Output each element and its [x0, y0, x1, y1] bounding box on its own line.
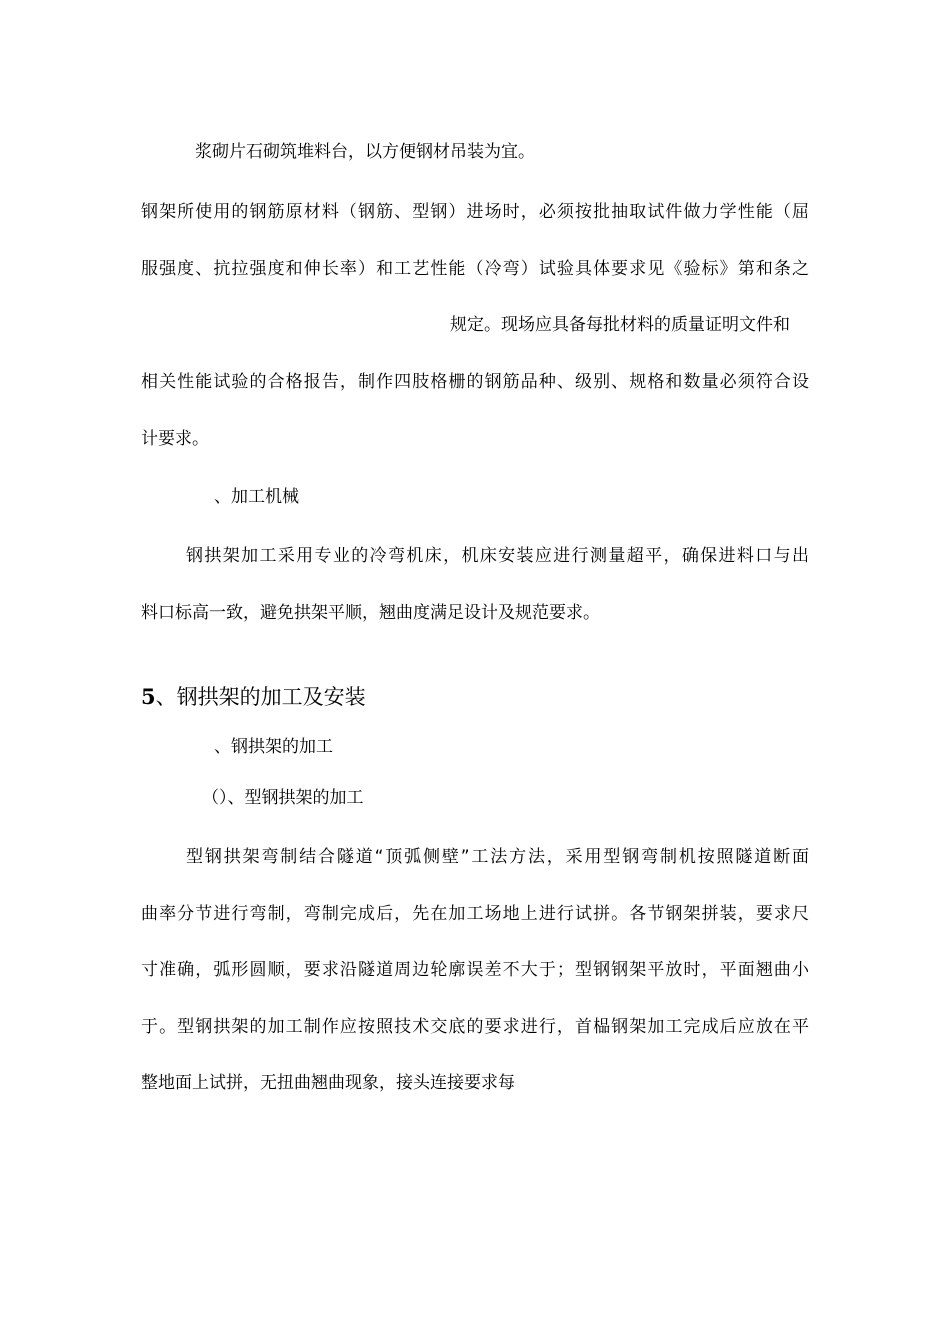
paragraph-line: 规定。现场应具备每批材料的质量证明文件和	[450, 315, 790, 335]
paragraph-line: 于。型钢拱架的加工制作应按照技术交底的要求进行，首榀钢架加工完成后应放在平	[141, 1017, 809, 1037]
paragraph-line: 浆砌片石砌筑堆料台，以方便钢材吊装为宜。	[195, 142, 535, 162]
paragraph-line: 料口标高一致，避免拱架平顺，翘曲度满足设计及规范要求。	[141, 603, 600, 623]
subsection-heading: 、加工机械	[214, 487, 299, 507]
paragraph-line: 钢架所使用的钢筋原材料（钢筋、型钢）进场时，必须按批抽取试件做力学性能（屈	[141, 202, 809, 222]
paragraph-line: 相关性能试验的合格报告，制作四肢格栅的钢筋品种、级别、规格和数量必须符合设	[141, 372, 809, 392]
paragraph-line: 型钢拱架弯制结合隧道“顶弧侧壁”工法方法，采用型钢弯制机按照隧道断面	[186, 847, 809, 867]
paragraph-line: 寸准确，弧形圆顺，要求沿隧道周边轮廓误差不大于；型钢钢架平放时，平面翘曲小	[141, 960, 809, 980]
section-heading	[141, 684, 366, 710]
subsection-heading: （）、型钢拱架的加工	[202, 788, 364, 808]
paragraph-line: 钢拱架加工采用专业的冷弯机床，机床安装应进行测量超平，确保进料口与出	[186, 546, 809, 566]
subsection-heading: 、钢拱架的加工	[214, 737, 333, 757]
section-title: 、钢拱架的加工及安装	[155, 685, 366, 709]
paragraph-line: 服强度、抗拉强度和伸长率）和工艺性能（冷弯）试验具体要求见《验标》第和条之	[141, 259, 809, 279]
section-number: 5	[141, 684, 156, 709]
paragraph-line: 计要求。	[141, 429, 209, 449]
paragraph-line: 整地面上试拼，无扭曲翘曲现象，接头连接要求每	[141, 1073, 515, 1093]
paragraph-line: 曲率分节进行弯制，弯制完成后，先在加工场地上进行试拼。各节钢架拼装，要求尺	[141, 904, 809, 924]
